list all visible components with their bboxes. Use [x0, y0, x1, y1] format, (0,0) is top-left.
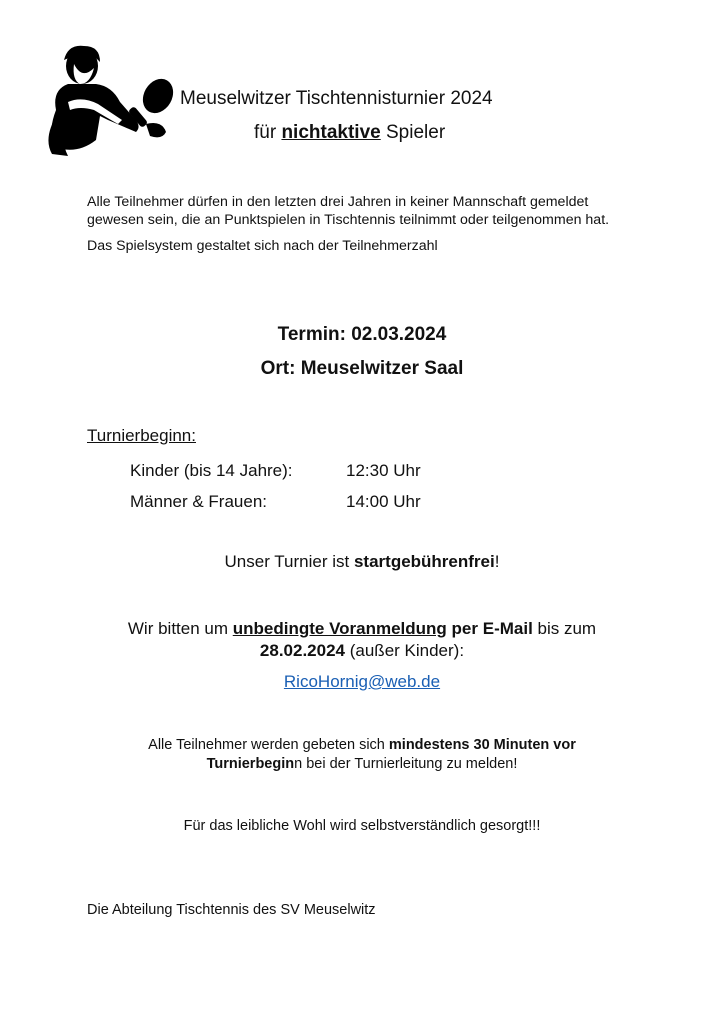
- event-details: [0, 318, 724, 386]
- registration-deadline: 28.02.2024: [259, 641, 346, 660]
- schedule-row: [130, 455, 421, 486]
- registration-notice: [0, 618, 724, 662]
- schedule-row-label: Kinder (bis 14 Jahre):: [130, 461, 293, 480]
- fee-notice: [0, 552, 724, 572]
- tournament-subtitle: [254, 122, 445, 144]
- schedule-heading: Turnierbeginn:: [87, 426, 196, 445]
- arrival-emphasis: Turnierbegin: [206, 756, 295, 772]
- eligibility-paragraph: Alle Teilnehmer dürfen in den letzten drei Jahren in keiner Mannschaft gemeldet gewesen sein, die an Punktspielen in Tischtennis teilnimmt oder teilgenommen hat.: [87, 194, 610, 228]
- schedule-row-label: Männer & Frauen:: [130, 492, 268, 511]
- organizer-footer: Die Abteilung Tischtennis des SV Meuselwitz: [87, 902, 376, 918]
- email-line: [0, 672, 724, 692]
- schedule-list: [130, 455, 421, 517]
- arrival-line-1: [0, 736, 724, 755]
- schedule-row-time: 14:00 Uhr: [346, 492, 421, 511]
- registration-line-2: [0, 640, 724, 662]
- tournament-title: [0, 88, 724, 110]
- registration-emphasis: unbedingte Voranmeldung: [232, 619, 447, 638]
- registration-line-1: [0, 618, 724, 640]
- intro-section: [87, 194, 647, 265]
- arrival-line-2: [0, 755, 724, 774]
- fee-prefix: Unser Turnier ist: [224, 552, 354, 571]
- title-line-1: Meuselwitzer Tischtennisturnier 2024: [180, 88, 493, 109]
- fee-emphasis: startgebührenfrei: [353, 552, 495, 571]
- schedule-row: [130, 486, 421, 517]
- arrival-emphasis: mindestens 30 Minuten vor: [388, 737, 576, 753]
- arrival-notice: [0, 736, 724, 774]
- schedule-row-time: 12:30 Uhr: [346, 461, 421, 480]
- registration-text: Wir bitten um: [127, 619, 233, 638]
- arrival-text: Alle Teilnehmer werden gebeten sich: [148, 737, 389, 753]
- subtitle-emphasis: nichtaktive: [281, 122, 381, 143]
- fee-suffix: !: [494, 552, 500, 571]
- event-date: Termin: 02.03.2024: [277, 324, 447, 345]
- event-location: Ort: Meuselwitzer Saal: [260, 358, 464, 379]
- catering-notice: Für das leibliche Wohl wird selbstverständlich gesorgt!!!: [183, 818, 541, 834]
- registration-method: per E-Mail: [446, 619, 533, 638]
- game-system-paragraph: Das Spielsystem gestaltet sich nach der Teilnehmerzahl: [87, 238, 438, 254]
- subtitle-suffix: Spieler: [380, 122, 446, 143]
- arrival-text: n bei der Turnierleitung zu melden!: [294, 756, 518, 772]
- email-link[interactable]: RicoHornig@web.de: [283, 672, 441, 691]
- registration-text: (außer Kinder):: [345, 641, 465, 660]
- registration-text: bis zum: [532, 619, 597, 638]
- subtitle-prefix: für: [254, 122, 282, 143]
